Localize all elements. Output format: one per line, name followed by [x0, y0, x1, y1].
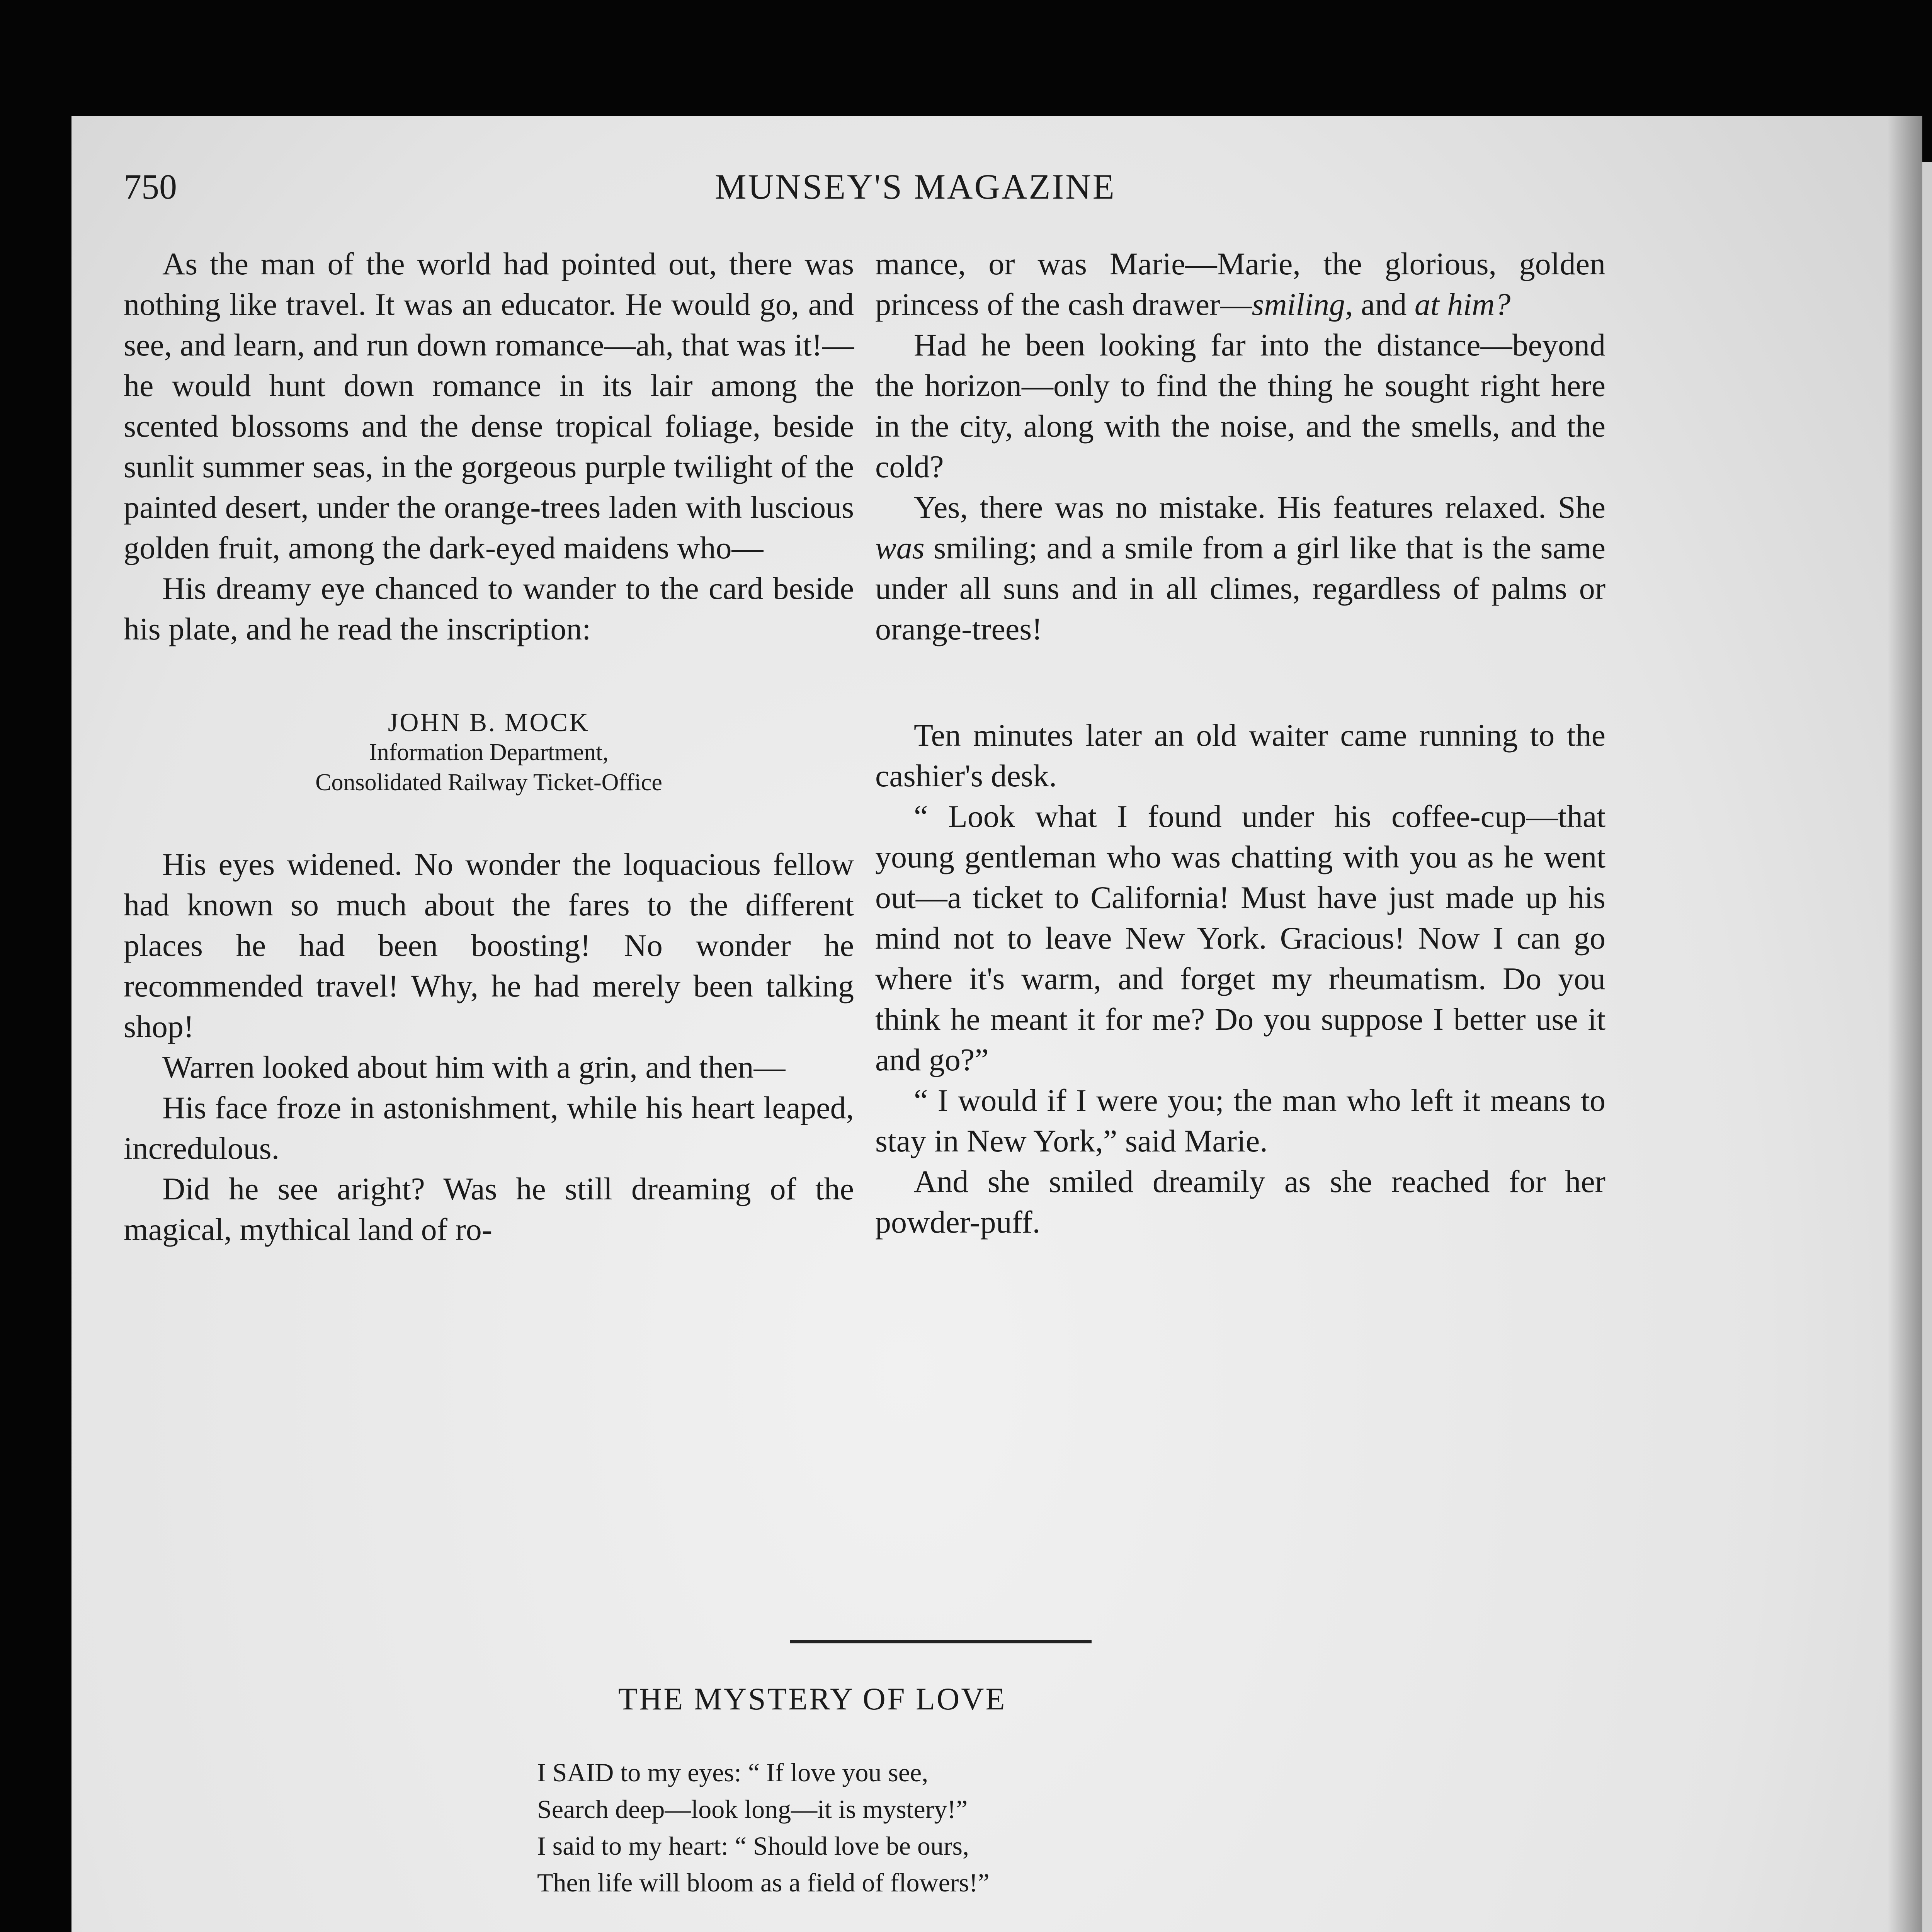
- stanza: [537, 1754, 1061, 1901]
- text-run: Yes, there was no mistake. His features relaxed. She: [914, 490, 1605, 525]
- section-divider: [790, 1640, 1092, 1643]
- business-card: [124, 707, 854, 798]
- poem-line: Search deep—look long—it is mystery!”: [537, 1794, 968, 1824]
- paragraph: Did he see aright? Was he still dreaming of the magical, mythical land of ro-: [124, 1171, 854, 1247]
- section-break: [875, 649, 1605, 715]
- paragraph: His eyes widened. No wonder the loquacious fellow had known so much about the fares to the different places he had been boosting! No wonder he recommended travel! Why, he had merely been talking shop!: [124, 847, 854, 1044]
- adjacent-page-edge: [1922, 162, 1932, 1932]
- page-gutter-shadow: [1888, 116, 1922, 1932]
- card-company: Consolidated Railway Ticket-Office: [315, 769, 662, 796]
- poem-title: THE MYSTERY OF LOVE: [618, 1681, 1007, 1716]
- paragraph: And she smiled dreamily as she reached for her powder-puff.: [875, 1164, 1605, 1240]
- page-number: 750: [124, 167, 177, 206]
- poem-body: [537, 1754, 1061, 1932]
- text-run: smiling; and a smile from a girl like that is the same under all suns and in all climes, regardless of palms or orange-trees!: [875, 530, 1605, 646]
- text-run: and: [1353, 287, 1415, 322]
- poem-line: I SAID to my eyes: “ If love you see,: [537, 1758, 929, 1787]
- paragraph: Ten minutes later an old waiter came running to the cashier's desk.: [875, 718, 1605, 793]
- italic-text: smiling,: [1252, 287, 1353, 322]
- paragraph: Had he been looking far into the distance—beyond the horizon—only to find the thing he sought right here in the city, along with the noise, and the smells, and the cold?: [875, 327, 1605, 484]
- paragraph: His dreamy eye chanced to wander to the card beside his plate, and he read the inscription:: [124, 571, 854, 646]
- running-head: MUNSEY'S MAGAZINE: [715, 167, 1116, 206]
- poem-line: I said to my heart: “ Should love be ours,: [537, 1831, 969, 1861]
- italic-text: at him?: [1414, 287, 1511, 322]
- column-left: [124, 243, 854, 1250]
- card-name: JOHN B. MOCK: [388, 707, 590, 737]
- text-run: mance, or was Marie—Marie, the glorious, golden princess of the cash drawer—: [875, 246, 1605, 322]
- column-right: [875, 243, 1605, 1242]
- paragraph: Warren looked about him with a grin, and then—: [162, 1049, 786, 1085]
- paragraph: His face froze in astonishment, while his heart leaped, incredulous.: [124, 1090, 854, 1166]
- card-department: Information Department,: [369, 739, 609, 765]
- paragraph: “ Look what I found under his coffee-cup—that young gentleman who was chatting with you as he went out—a ticket to California! Must have just made up his mind not to leave New York. Gracious! Now I can go where it's warm, and forget my rheumatism. Do you think he meant it for me? Do you suppose I better use it and go?”: [875, 799, 1605, 1077]
- paragraph: [875, 243, 1605, 325]
- paragraph: As the man of the world had pointed out, there was nothing like travel. It was an educator. He would go, and see, and learn, and run down romance—ah, that was it!—he would hunt down romance in its lair among the scented blossoms and the dense tropical foliage, beside sunlit summer seas, in the gorgeous purple twilight of the painted desert, under the orange-trees laden with luscious golden fruit, among the dark-eyed maidens who—: [124, 246, 854, 565]
- paragraph: “ I would if I were you; the man who left it means to stay in New York,” said Marie.: [875, 1083, 1605, 1158]
- poem-line: Then life will bloom as a field of flowers!”: [537, 1868, 990, 1897]
- paragraph: [875, 487, 1605, 649]
- italic-text: was: [875, 530, 925, 565]
